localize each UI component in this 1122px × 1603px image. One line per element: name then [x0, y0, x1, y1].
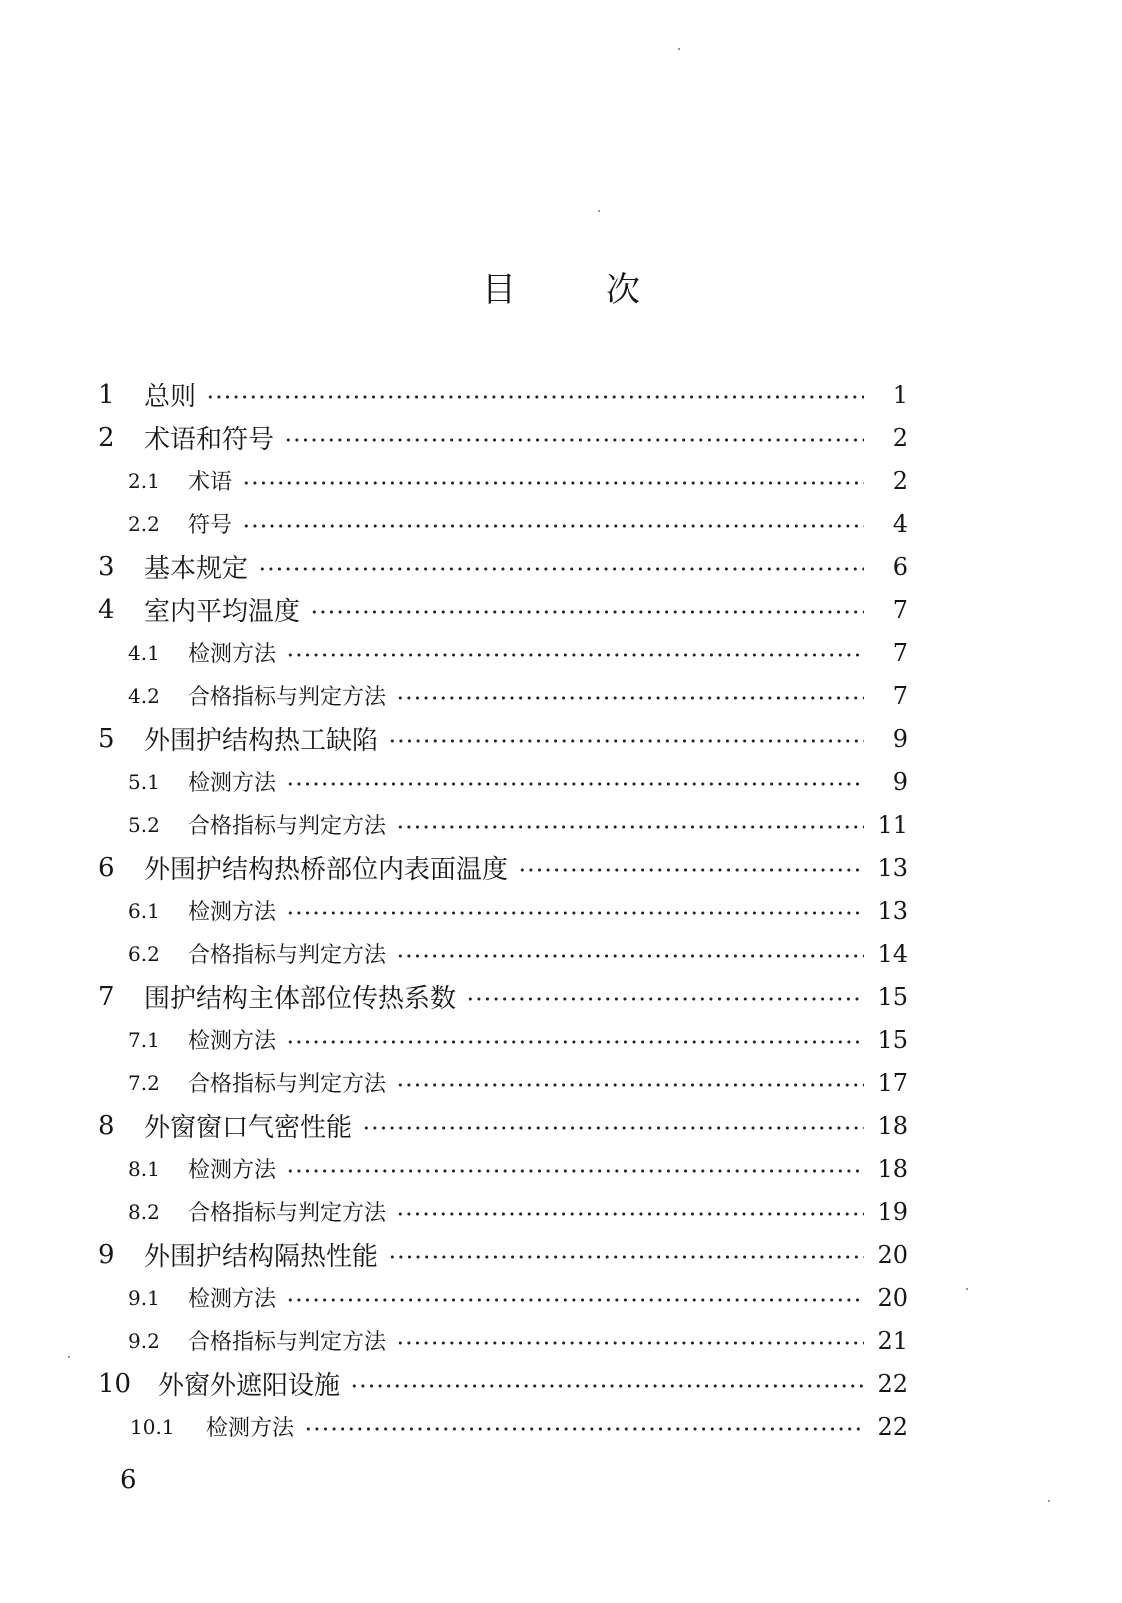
toc-entry-page: 15: [877, 1025, 908, 1054]
dot-leader: [396, 825, 864, 829]
table-of-contents: [98, 373, 908, 1448]
toc-entry-number: 4.2: [128, 683, 160, 708]
toc-entry: [98, 373, 908, 416]
dot-leader: [286, 1169, 864, 1173]
dot-leader: [388, 1255, 864, 1259]
dot-leader: [242, 524, 864, 528]
dot-leader: [206, 395, 864, 399]
toc-entry-number: 10: [98, 1368, 132, 1399]
toc-entry: [98, 1061, 908, 1104]
toc-entry-number: 9: [98, 1239, 115, 1270]
toc-entry-page: 15: [877, 982, 908, 1011]
toc-entry: [98, 674, 908, 717]
toc-entry: [98, 932, 908, 975]
toc-entry-title: 外窗窗口气密性能: [144, 1113, 353, 1143]
toc-entry-page: 7: [892, 681, 908, 710]
toc-entry-number: 7: [98, 981, 115, 1012]
toc-entry: [98, 1276, 908, 1319]
toc-entry-title: 检测方法: [188, 771, 277, 796]
dot-leader: [310, 610, 864, 614]
toc-entry-page: 13: [877, 853, 908, 882]
dot-leader: [350, 1384, 864, 1388]
toc-entry-title: 合格指标与判定方法: [188, 1330, 387, 1355]
dot-leader: [396, 954, 864, 958]
toc-entry: [98, 459, 908, 502]
dot-leader: [286, 1040, 864, 1044]
toc-entry-page: 18: [877, 1154, 908, 1183]
dot-leader: [284, 438, 864, 442]
toc-entry-number: 6: [98, 852, 115, 883]
toc-entry: [98, 1233, 908, 1276]
toc-entry-title: 基本规定: [144, 554, 249, 584]
toc-entry-number: 9.2: [128, 1328, 160, 1353]
toc-entry-title: 检测方法: [188, 900, 277, 925]
title-char-1: 目: [482, 270, 516, 310]
toc-entry-number: 2: [98, 422, 115, 453]
toc-entry-page: 20: [877, 1283, 908, 1312]
toc-entry-number: 5.2: [128, 812, 160, 837]
toc-entry-page: 7: [892, 638, 908, 667]
toc-entry-number: 6.2: [128, 941, 160, 966]
toc-entry-number: 4.1: [128, 640, 160, 665]
toc-entry-page: 13: [877, 896, 908, 925]
toc-entry-page: 17: [877, 1068, 908, 1097]
toc-entry: [98, 588, 908, 631]
toc-entry: [98, 545, 908, 588]
toc-entry-number: 3: [98, 551, 115, 582]
toc-entry-number: 6.1: [128, 898, 160, 923]
toc-entry: [98, 416, 908, 459]
toc-entry-number: 2.1: [128, 468, 160, 493]
toc-entry-title: 合格指标与判定方法: [188, 685, 387, 710]
dot-leader: [518, 868, 864, 872]
dot-leader: [362, 1126, 864, 1130]
page-number: 6: [120, 1465, 137, 1495]
toc-entry: [98, 1147, 908, 1190]
toc-entry-title: 检测方法: [188, 642, 277, 667]
toc-entry-title: 合格指标与判定方法: [188, 814, 387, 839]
toc-entry-page: 14: [877, 939, 908, 968]
toc-entry-number: 8.1: [128, 1156, 160, 1181]
toc-entry-title: 外围护结构热桥部位内表面温度: [144, 855, 509, 885]
toc-entry: [98, 1104, 908, 1147]
toc-entry: [98, 889, 908, 932]
toc-entry-page: 2: [892, 423, 908, 452]
toc-entry-page: 22: [877, 1412, 908, 1441]
toc-entry-page: 21: [877, 1326, 908, 1355]
toc-entry-number: 7.2: [128, 1070, 160, 1095]
toc-entry-number: 4: [98, 594, 115, 625]
dot-leader: [286, 1298, 864, 1302]
toc-entry: [98, 502, 908, 545]
toc-entry-title: 围护结构主体部位传热系数: [144, 984, 457, 1014]
toc-entry: [98, 1190, 908, 1233]
toc-entry-title: 合格指标与判定方法: [188, 1072, 387, 1097]
toc-entry: [98, 975, 908, 1018]
toc-entry: [98, 1362, 908, 1405]
toc-entry-title: 术语: [188, 470, 233, 495]
dot-leader: [286, 911, 864, 915]
toc-entry-title: 外围护结构隔热性能: [144, 1242, 379, 1272]
toc-entry-page: 7: [892, 595, 908, 624]
toc-entry-page: 18: [877, 1111, 908, 1140]
dot-leader: [242, 481, 864, 485]
toc-entry-title: 总则: [144, 382, 197, 412]
toc-entry-number: 7.1: [128, 1027, 160, 1052]
toc-entry-page: 22: [877, 1369, 908, 1398]
toc-entry: [98, 803, 908, 846]
toc-entry-page: 11: [877, 810, 908, 839]
toc-entry-number: 10.1: [130, 1414, 175, 1439]
toc-entry: [98, 1018, 908, 1061]
dot-leader: [396, 1341, 864, 1345]
toc-entry-title: 合格指标与判定方法: [188, 1201, 387, 1226]
dot-leader: [466, 997, 864, 1001]
toc-entry-page: 20: [877, 1240, 908, 1269]
toc-entry: [98, 717, 908, 760]
dot-leader: [286, 782, 864, 786]
toc-entry-title: 检测方法: [188, 1158, 277, 1183]
toc-entry-title: 外围护结构热工缺陷: [144, 726, 379, 756]
toc-entry-number: 8: [98, 1110, 115, 1141]
toc-entry-number: 9.1: [128, 1285, 160, 1310]
toc-entry-title: 外窗外遮阳设施: [158, 1371, 341, 1401]
page-title: [0, 262, 1122, 311]
toc-entry-number: 2.2: [128, 511, 160, 536]
toc-entry: [98, 1405, 908, 1448]
toc-entry-title: 符号: [188, 513, 233, 538]
title-char-2: 次: [606, 270, 640, 310]
dot-leader: [304, 1427, 864, 1431]
toc-entry-page: 1: [892, 380, 908, 409]
toc-entry-page: 9: [892, 724, 908, 753]
toc-entry-number: 5: [98, 723, 115, 754]
toc-entry-title: 检测方法: [188, 1029, 277, 1054]
dot-leader: [396, 696, 864, 700]
dot-leader: [396, 1212, 864, 1216]
toc-entry-title: 检测方法: [188, 1287, 277, 1312]
toc-entry: [98, 1319, 908, 1362]
toc-entry-title: 合格指标与判定方法: [188, 943, 387, 968]
toc-entry-page: 4: [892, 509, 908, 538]
toc-entry-page: 2: [892, 466, 908, 495]
toc-entry: [98, 760, 908, 803]
dot-leader: [258, 567, 864, 571]
toc-entry: [98, 631, 908, 674]
dot-leader: [388, 739, 864, 743]
toc-entry-number: 1: [98, 379, 115, 410]
dot-leader: [396, 1083, 864, 1087]
toc-entry-title: 术语和符号: [144, 425, 275, 455]
toc-entry-page: 6: [892, 552, 908, 581]
toc-entry-title: 检测方法: [206, 1416, 295, 1441]
toc-entry: [98, 846, 908, 889]
toc-entry-page: 19: [877, 1197, 908, 1226]
toc-entry-title: 室内平均温度: [144, 597, 301, 627]
toc-entry-page: 9: [892, 767, 908, 796]
toc-entry-number: 8.2: [128, 1199, 160, 1224]
dot-leader: [286, 653, 864, 657]
toc-entry-number: 5.1: [128, 769, 160, 794]
